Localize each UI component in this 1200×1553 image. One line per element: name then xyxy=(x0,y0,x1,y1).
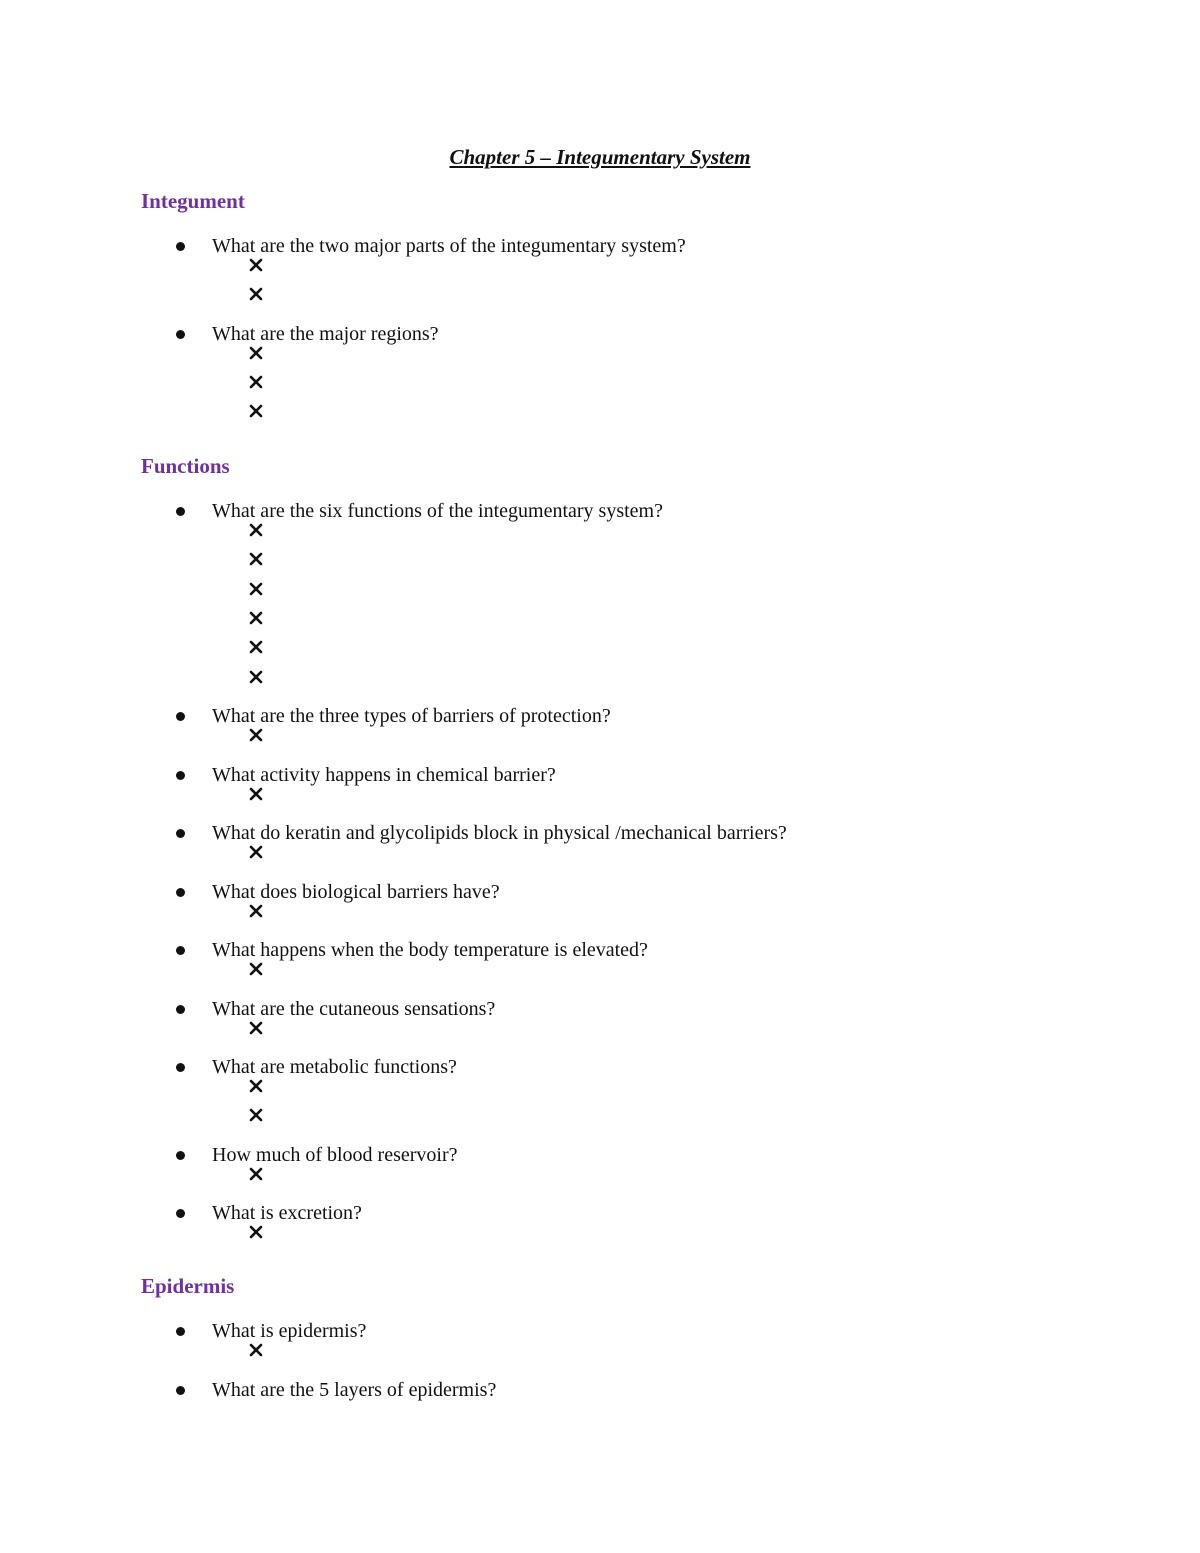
question-item xyxy=(0,1198,1200,1228)
bullet-dot-icon xyxy=(176,888,185,897)
question-item xyxy=(0,496,1200,526)
x-mark-icon xyxy=(248,669,264,685)
x-mark-icon xyxy=(248,257,264,273)
x-mark-icon xyxy=(248,1166,264,1182)
section-heading-functions: Functions xyxy=(141,454,230,478)
bullet-dot-icon xyxy=(176,330,185,339)
bullet-dot-icon xyxy=(176,1005,185,1014)
x-mark-icon xyxy=(248,639,264,655)
question-item xyxy=(0,1316,1200,1346)
question-text: What do keratin and glycolipids block in physical /mechanical barriers? xyxy=(212,822,787,844)
x-mark-icon xyxy=(248,1020,264,1036)
section-heading-integument: Integument xyxy=(141,189,245,213)
question-item xyxy=(0,319,1200,349)
x-mark-icon xyxy=(248,1224,264,1240)
x-mark-icon xyxy=(248,1107,264,1123)
bullet-dot-icon xyxy=(176,829,185,838)
question-text: What is excretion? xyxy=(212,1202,362,1225)
x-mark-icon xyxy=(248,786,264,802)
x-mark-icon xyxy=(248,610,264,626)
bullet-dot-icon xyxy=(176,1151,185,1160)
x-mark-icon xyxy=(248,522,264,538)
question-item xyxy=(0,1375,1200,1405)
question-text: What happens when the body temperature is elevated? xyxy=(212,939,648,961)
question-text: What are the two major parts of the integumentary system? xyxy=(212,235,686,257)
x-mark-icon xyxy=(248,403,264,419)
bullet-dot-icon xyxy=(176,242,185,251)
question-item xyxy=(0,1052,1200,1082)
question-item xyxy=(0,818,1200,848)
bullet-dot-icon xyxy=(176,1063,185,1072)
page-title: Chapter 5 – Integumentary System xyxy=(449,145,751,169)
question-item xyxy=(0,701,1200,731)
question-item xyxy=(0,760,1200,790)
question-text: What activity happens in chemical barrier? xyxy=(212,763,556,786)
bullet-dot-icon xyxy=(176,1327,185,1336)
question-text: What are metabolic functions? xyxy=(212,1056,457,1078)
x-mark-icon xyxy=(248,903,264,919)
question-text: What does biological barriers have? xyxy=(212,880,500,903)
bullet-dot-icon xyxy=(176,946,185,955)
question-text: What are the six functions of the integumentary system? xyxy=(212,500,663,522)
x-mark-icon xyxy=(248,551,264,567)
bullet-dot-icon xyxy=(176,1209,185,1218)
x-mark-icon xyxy=(248,581,264,597)
question-text: What are the cutaneous sensations? xyxy=(212,997,496,1020)
question-item xyxy=(0,231,1200,261)
x-mark-icon xyxy=(248,345,264,361)
x-mark-icon xyxy=(248,286,264,302)
question-item xyxy=(0,994,1200,1024)
x-mark-icon xyxy=(248,1342,264,1358)
question-item xyxy=(0,1140,1200,1170)
question-text: What is epidermis? xyxy=(212,1320,367,1342)
bullet-dot-icon xyxy=(176,771,185,780)
question-text: How much of blood reservoir? xyxy=(212,1143,458,1166)
x-mark-icon xyxy=(248,1078,264,1094)
question-text: What are the major regions? xyxy=(212,322,439,345)
bullet-dot-icon xyxy=(176,507,185,516)
x-mark-icon xyxy=(248,844,264,860)
x-mark-icon xyxy=(248,961,264,977)
x-mark-icon xyxy=(248,727,264,743)
question-text: What are the three types of barriers of protection? xyxy=(212,705,611,727)
bullet-dot-icon xyxy=(176,712,185,721)
question-item xyxy=(0,935,1200,965)
question-text: What are the 5 layers of epidermis? xyxy=(212,1378,497,1401)
section-heading-epidermis: Epidermis xyxy=(141,1274,235,1298)
question-item xyxy=(0,877,1200,907)
x-mark-icon xyxy=(248,374,264,390)
bullet-dot-icon xyxy=(176,1386,185,1395)
